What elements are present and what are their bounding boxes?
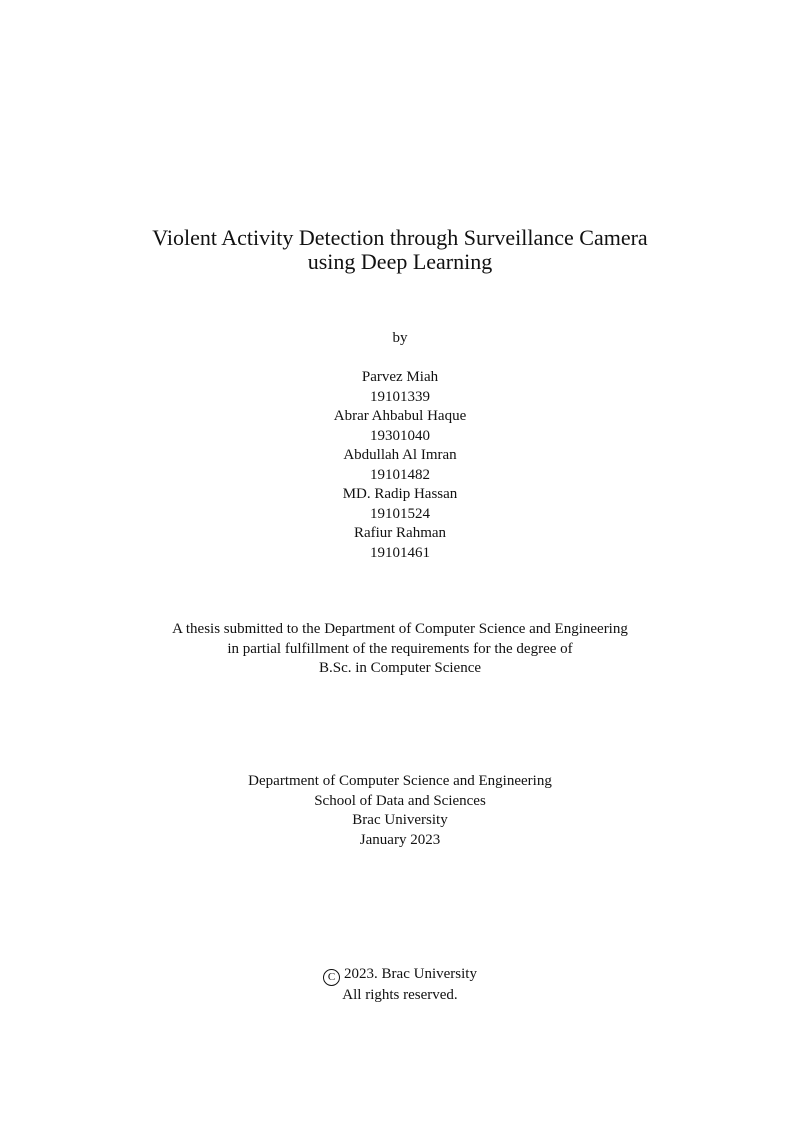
submission-line-3: B.Sc. in Computer Science <box>318 660 482 676</box>
submission-line-2: in partial fulfillment of the requirements for the degree of <box>227 640 573 657</box>
university-name: Brac University <box>352 812 448 828</box>
author-id: 19101339 <box>370 388 430 405</box>
author-list <box>0 368 800 563</box>
author-id: 19101524 <box>370 505 430 522</box>
submission-date: January 2023 <box>359 831 441 848</box>
school-name: School of Data and Sciences <box>314 792 486 809</box>
author-id: 19301040 <box>370 427 430 444</box>
copyright-notice <box>0 965 800 1006</box>
submission-statement <box>0 620 800 679</box>
author-name: Parvez Miah <box>361 369 439 385</box>
department-name: Department of Computer Science and Engineering <box>248 773 552 789</box>
copyright-line-2: All rights reserved. <box>342 987 458 1003</box>
thesis-title-line-1: Violent Activity Detection through Surveillance Camera <box>152 225 648 250</box>
copyright-line-1 <box>0 965 800 986</box>
by-label: by <box>392 330 408 346</box>
author-name: Abrar Ahbabul Haque <box>333 408 467 424</box>
thesis-title <box>0 226 800 274</box>
author-id: 19101461 <box>370 544 430 561</box>
submission-line-1: A thesis submitted to the Department of Computer Science and Engineering <box>172 621 628 637</box>
author-name: Rafiur Rahman <box>353 525 447 541</box>
copyright-text: 2023. Brac University <box>344 966 477 982</box>
author-id: 19101482 <box>370 466 430 483</box>
copyright-icon: C <box>323 969 340 986</box>
institution-block <box>0 772 800 850</box>
author-name: Abdullah Al Imran <box>343 447 457 463</box>
thesis-title-line-2: using Deep Learning <box>307 249 493 274</box>
author-name: MD. Radip Hassan <box>342 486 458 502</box>
